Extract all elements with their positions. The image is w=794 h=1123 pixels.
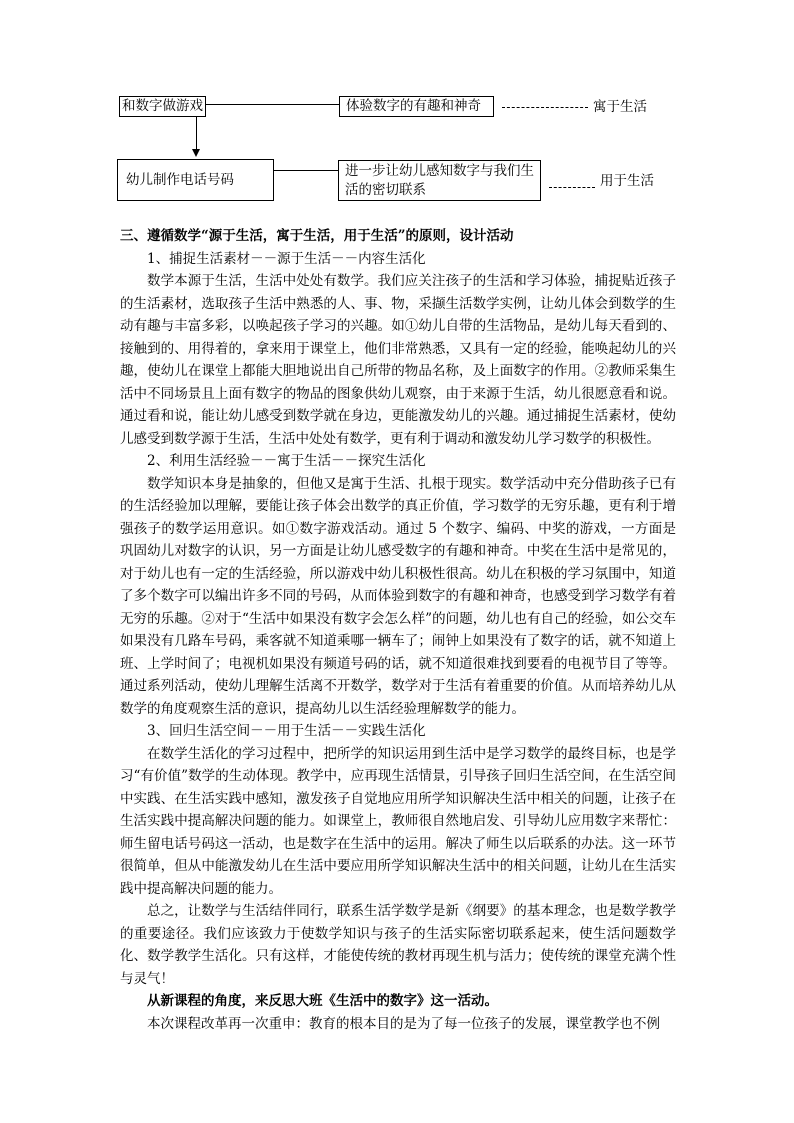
reflection-heading: 从新课程的角度，来反思大班《生活中的数字》这一活动。 [147,993,498,1009]
item2-title: 2、利用生活经验－－寓于生活－－探究生活化 [147,453,426,469]
item3-paragraph: 在数学生活化的学习过程中，把所学的知识运用到生活中是学习数学的最终目标，也是学习“有价值”数学的生动体现。教学中，应再现生活情景，引导孩子回归生活空间，在生活空间中实践、在生活实践中感知，激发孩子自觉地应用所学知识解决生活中相关的问题，让孩子在生活实践中提高解决问题的能力。如课堂上，教师很自然地启发、引导幼儿应用数字来帮忙：师生留电话号码这一活动，也是数字在生活中的运用。解决了师生以后联系的办法。这一环节很简单，但从中能激发幼儿在生活中要应用所学知识解决生活中的相关问题，让幼儿在生活实践中提高解决问题的能力。 [120,745,676,897]
item3-title: 3、回归生活空间－－用于生活－－实践生活化 [147,723,426,739]
diagram-box-connection: 进一步让幼儿感知数字与我们生活的密切联系 [338,160,541,201]
item1-title: 1、捕捉生活素材－－源于生活－－内容生活化 [147,250,426,267]
summary-paragraph: 总之，让数学与生活结伴同行，联系生活学数学是新《纲要》的基本理念，也是数学教学的重要途径。我们应该致力于使数学知识与孩子的生活实际密切联系起来，使生活问题数学化、数学教学生活化。只有这样，才能使传统的教材再现生机与活力；使传统的课堂充满个性与灵气！ [120,903,676,987]
connector-line-down [196,117,197,151]
label-use-in-life: 用于生活 [600,173,654,189]
item1-paragraph: 数学本源于生活，生活中处处有数学。我们应关注孩子的生活和学习体验，捕捉贴近孩子的生活素材，选取孩子生活中熟悉的人、事、物，采撷生活数学实例，让幼儿体会到数学的生动有趣与丰富多彩，以唤起孩子学习的兴趣。如①幼儿自带的生活物品，是幼儿每天看到的、接触到的、用得着的，拿来用于课堂上，他们非常熟悉，又具有一定的经验，能唤起幼儿的兴趣，使幼儿在课堂上都能大胆地说出自己所带的物品名称，及上面数字的作用。②教师采集生活中不同场景且上面有数字的物品的图象供幼儿观察，由于来源于生活，幼儿很愿意看和说。通过看和说，能让幼儿感受到数学就在身边，更能激发幼儿的兴趣。通过捕捉生活素材，使幼儿感受到数学源于生活，生活中处处有数学，更有利于调动和激发幼儿学习数学的积极性。 [120,273,676,447]
diagram-box-phone-number: 幼儿制作电话号码 [117,159,274,201]
arrow-down-icon [192,149,200,157]
item2-paragraph: 数学知识本身是抽象的，但他又是寓于生活、扎根于现实。数学活动中充分借助孩子已有的生活经验加以理解，要能让孩子体会出数学的真正价值，学习数学的无穷乐趣，更有利于增强孩子的数学运用意识。如①数字游戏活动。通过 5 个数字、编码、中奖的游戏，一方面是巩固幼儿对数字的认识，另一方面是让幼儿感受数字的有趣和神奇。中奖在生活中是常见的，对于幼儿也有一定的生活经验，所以游戏中幼儿积极性很高。幼儿在积极的学习氛围中，知道了多个数字可以编出许多不同的号码，从而体验到数字的有趣和神奇，也感受到学习数学有着无穷的乐趣。②对于“生活中如果没有数字会怎么样”的问题，幼儿也有自己的经验，如公交车如果没有几路车号码，乘客就不知道乘哪一辆车了；闹钟上如果没有了数字的话，就不知道上班、上学时间了；电视机如果没有频道号码的话，就不知道很难找到要看的电视节目了等等。通过系列活动，使幼儿理解生活离不开数学，数学对于生活有着重要的价值。从而培养幼儿从数学的角度观察生活的意识，提高幼儿以生活经验理解数学的能力。 [120,475,676,717]
section-heading: 三、遵循数学“源于生活，寓于生活，用于生活”的原则，设计活动 [120,228,514,244]
dashed-line-bottom [549,187,595,188]
diagram-box-play-with-numbers: 和数字做游戏 [119,96,206,117]
reflection-paragraph: 本次课程改革再一次重申：教育的根本目的是为了每一位孩子的发展，课堂教学也不例 [147,1015,660,1032]
connector-line-bottom [274,170,338,171]
label-in-life: 寓于生活 [593,99,647,115]
connector-line-top [206,104,339,105]
diagram-box-experience-fun: 体验数字的有趣和神奇 [339,96,494,117]
dashed-line-top [502,107,588,108]
document-body [120,225,676,1035]
